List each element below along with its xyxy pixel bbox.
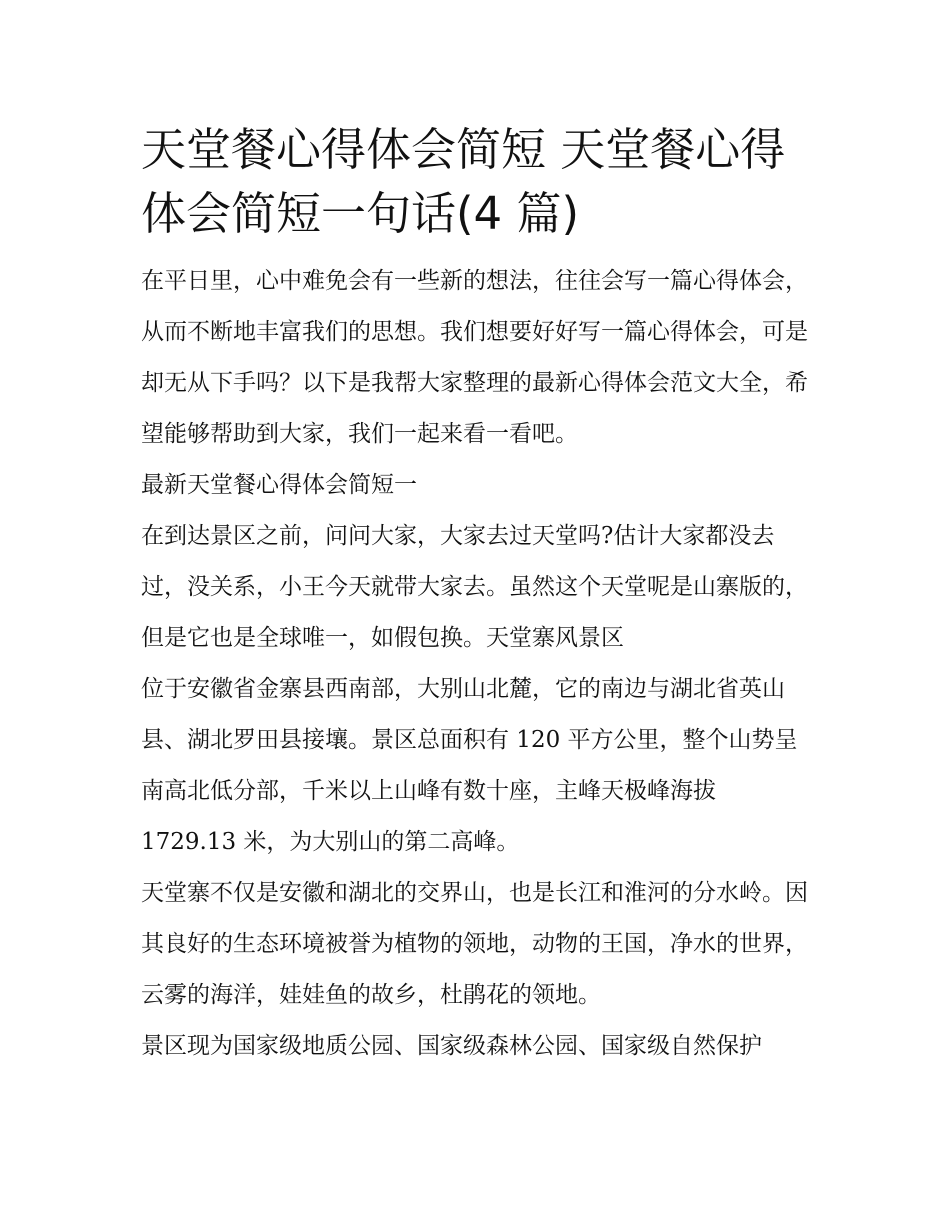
paragraph-arrival: 在到达景区之前，问问大家，大家去过天堂吗?估计大家都没去过，没关系，小王今天就带大家去。虽然这个天堂呢是山寨版的，但是它也是全球唯一，如假包换。天堂寨风景区: [141, 523, 808, 651]
paragraph-location: 位于安徽省金寨县西南部，大别山北麓，它的南边与湖北省英山县、湖北罗田县接壤。景区总面积有 120 平方公里，整个山势呈南高北低分部，千米以上山峰有数十座，主峰天极峰海拔 1729.13 米，为大别山的第二高峰。: [141, 676, 798, 855]
paragraph-boundary: 天堂寨不仅是安徽和湖北的交界山，也是长江和淮河的分水岭。因其良好的生态环境被誉为植物的领地，动物的王国，净水的世界，云雾的海洋，娃娃鱼的故乡，杜鹃花的领地。: [141, 880, 808, 1008]
paragraph-status: 景区现为国家级地质公园、国家级森林公园、国家级自然保护: [141, 1033, 762, 1059]
section-heading: 最新天堂餐心得体会简短一: [141, 472, 417, 498]
document-content: [141, 118, 813, 1072]
document-title: 天堂餐心得体会简短 天堂餐心得体会简短一句话(4 篇): [141, 123, 786, 240]
paragraph-intro: 在平日里，心中难免会有一些新的想法，往往会写一篇心得体会，从而不断地丰富我们的思想。我们想要好好写一篇心得体会，可是却无从下手吗？以下是我帮大家整理的最新心得体会范文大全，希望能够帮助到大家，我们一起来看一看吧。: [141, 268, 808, 447]
